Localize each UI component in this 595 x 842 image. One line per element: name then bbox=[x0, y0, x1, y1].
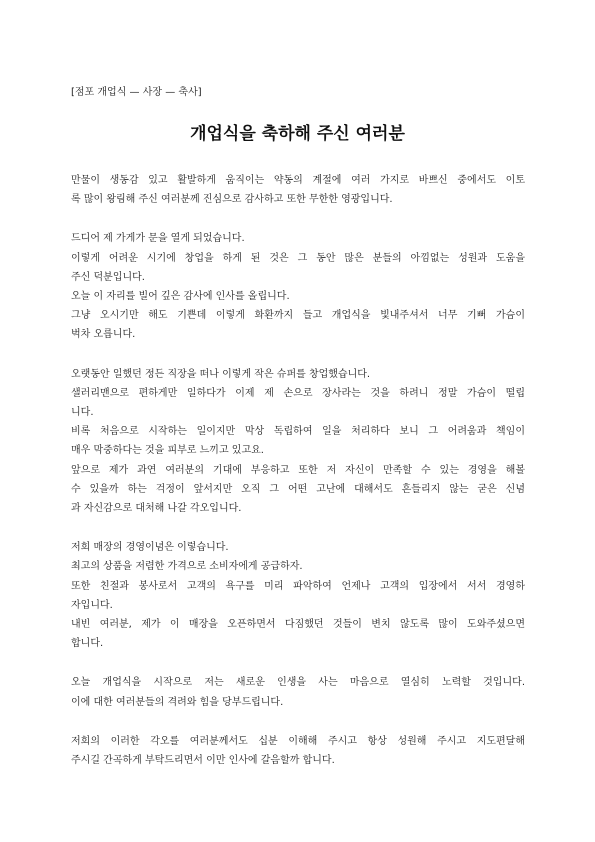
paragraph-line: 과 자신감으로 대처해 나갈 각오입니다. bbox=[71, 503, 242, 515]
paragraph-line: 드디어 제 가게가 문을 열게 되었습니다. bbox=[71, 233, 245, 245]
paragraph-line: 그냥 오시기만 해도 기쁜데 이렇게 화환까지 들고 개업식을 빛내주셔서 너무 기뻐 가슴이 bbox=[71, 310, 525, 322]
paragraph-line: 이에 대한 여러분들의 격려와 힘을 당부드립니다. bbox=[71, 696, 284, 708]
paragraph-line: 이렇게 어려운 시기에 창업을 하게 된 것은 그 동안 많은 분들의 아낌없는 성원과 도움을 bbox=[71, 252, 525, 264]
paragraph-line: 자입니다. bbox=[71, 599, 113, 611]
paragraph-line: 만물이 생동감 있고 활발하게 움직이는 약동의 계절에 여러 가지로 바쁘신 중에서도 이토 bbox=[71, 175, 525, 186]
paragraph bbox=[71, 673, 525, 711]
paragraph-line: 오늘 이 자리를 빌어 깊은 감사에 인사를 올립니다. bbox=[71, 291, 290, 303]
paragraph-line: 수 있을까 하는 걱정이 앞서지만 오직 그 어떤 고난에 대해서도 흔들리지 않는 굳은 신념 bbox=[71, 483, 525, 495]
paragraph-line: 니다. bbox=[71, 407, 94, 419]
paragraph-line: 비록 처음으로 시작하는 일이지만 막상 독립하여 일을 처리하다 보니 그 어려움과 책임이 bbox=[71, 426, 525, 438]
paragraph-line: 최고의 상품을 저렴한 가격으로 소비자에게 공급하자. bbox=[71, 561, 303, 573]
document-title: 개업식을 축하해 주신 여러분 bbox=[190, 124, 405, 144]
document-body bbox=[71, 171, 525, 770]
paragraph bbox=[71, 732, 525, 770]
paragraph bbox=[71, 365, 525, 519]
paragraph-line: 벅차 오릅니다. bbox=[71, 329, 136, 341]
document-category: [점포 개업식 — 사장 — 축사] bbox=[71, 87, 202, 98]
paragraph-line: 매우 막중하다는 것을 피부로 느끼고 있고요. bbox=[71, 445, 264, 457]
paragraph bbox=[71, 538, 525, 653]
paragraph-line: 앞으로 제가 과연 여러분의 기대에 부응하고 또한 저 자신이 만족할 수 있는 경영을 해볼 bbox=[71, 464, 525, 476]
paragraph-line: 오늘 개업식을 시작으로 저는 새로운 인생을 사는 마음으로 열심히 노력할 것입니다. bbox=[71, 677, 525, 689]
paragraph-line: 저희의 이러한 각오를 여러분께서도 십분 이해해 주시고 항상 성원해 주시고 지도편달해 bbox=[71, 735, 525, 747]
paragraph-line: 합니다. bbox=[71, 638, 104, 650]
paragraph-line: 저희 매장의 경영이념은 이렇습니다. bbox=[71, 542, 229, 554]
paragraph-line: 주시길 간곡하게 부탁드리면서 이만 인사에 갈음할까 합니다. bbox=[71, 755, 335, 767]
paragraph bbox=[71, 229, 525, 344]
paragraph-line: 샐러리맨으로 편하게만 일하다가 이제 제 손으로 장사라는 것을 하려니 정말 가슴이 떨립 bbox=[71, 387, 525, 399]
paragraph-line: 또한 친절과 봉사로서 고객의 욕구를 미리 파악하여 언제나 고객의 입장에서 서서 경영하 bbox=[71, 580, 525, 592]
paragraph-line: 주신 덕분입니다. bbox=[71, 271, 145, 283]
paragraph bbox=[71, 171, 525, 209]
paragraph-line: 록 많이 왕림해 주신 여러분께 진심으로 감사하고 또한 무한한 영광입니다. bbox=[71, 194, 393, 206]
paragraph-line: 오랫동안 일했던 정든 직장을 떠나 이렇게 작은 슈퍼를 창업했습니다. bbox=[71, 368, 371, 380]
paragraph-line: 내빈 여러분, 제가 이 매장을 오픈하면서 다짐했던 것들이 변치 않도록 많이 도와주셨으면 bbox=[71, 619, 525, 631]
